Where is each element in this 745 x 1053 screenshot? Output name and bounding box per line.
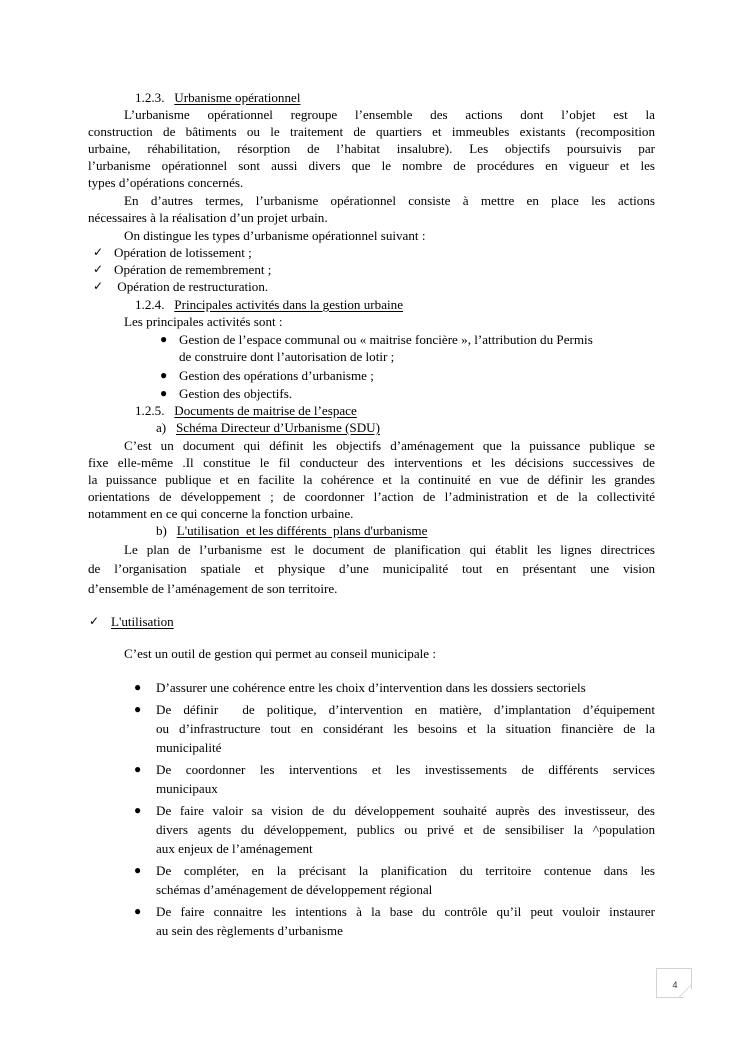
subsection-title: Schéma Directeur d’Urbanisme (SDU): [176, 420, 380, 435]
section-heading-1-2-4: [135, 296, 702, 313]
page-curl-shadow: [679, 985, 691, 997]
paragraph-line: de l’organisation spatiale et physique d’une municipalité tout en présentant une vision: [88, 561, 655, 576]
utilisation-heading: L'utilisation: [111, 614, 174, 629]
subsection-heading-b: [156, 522, 723, 539]
paragraph-line: l’urbanisme opérationnel sont aussi divers que le nombre de procédures en vigueur et les: [88, 158, 655, 173]
bullet-item-line: Gestion des objectifs.: [179, 386, 293, 401]
paragraph-line: notamment en ce qui concerne la fonction urbaine.: [88, 506, 354, 521]
subsection-heading-a: [156, 419, 723, 436]
checkmark-icon: ✓: [93, 262, 104, 276]
utilisation-intro: C’est un outil de gestion qui permet au conseil municipale :: [124, 646, 436, 661]
bullet-icon: ●: [160, 386, 168, 400]
bullet-icon: ●: [134, 702, 142, 716]
section-number: 1.2.3.: [135, 90, 165, 105]
bullet-item-line: divers agents du développement, publics ou privé et de sensibiliser la ^population: [156, 822, 655, 837]
bullet-icon: ●: [160, 332, 168, 346]
bullet-item-line: municipaux: [156, 781, 218, 796]
page-number: 4: [672, 980, 678, 990]
bullet-item-line: municipalité: [156, 740, 222, 755]
bullet-icon: ●: [134, 904, 142, 918]
section-title: Urbanisme opérationnel: [174, 90, 301, 105]
bullet-icon: ●: [134, 863, 142, 877]
section-number: 1.2.4.: [135, 297, 165, 312]
paragraph-line: L’urbanisme opérationnel regroupe l’ensemble des actions dont l’objet est la: [124, 107, 655, 122]
bullet-icon: ●: [160, 368, 168, 382]
bullet-item-line: De définir de politique, d’intervention en matière, d’implantation d’équipement: [156, 702, 655, 717]
paragraph-line: la puissance publique et en facilite la cohérence et la continuité en vue de définir les grandes: [88, 472, 655, 487]
bullet-item-line: Gestion des opérations d’urbanisme ;: [179, 368, 374, 383]
check-item: Opération de restructuration.: [114, 279, 269, 294]
bullet-item-line: au sein des règlements d’urbanisme: [156, 923, 343, 938]
paragraph-line: C’est un document qui définit les objectifs d’aménagement que la puissance publique se: [124, 438, 655, 453]
section-title: Principales activités dans la gestion urbaine: [174, 297, 404, 312]
subsection-label: a): [156, 420, 167, 435]
checkmark-icon: ✓: [93, 279, 104, 293]
checkmark-icon: ✓: [93, 245, 104, 259]
paragraph-line: construction de bâtiments ou le traitement de quartiers et immeubles existants (recomposition: [88, 124, 655, 139]
bullet-item-line: Gestion de l’espace communal ou « maitrise foncière », l’attribution du Permis: [179, 332, 593, 347]
bullet-item-line: aux enjeux de l’aménagement: [156, 841, 313, 856]
bullet-item-line: D’assurer une cohérence entre les choix d’intervention dans les dossiers sectoriels: [156, 680, 586, 695]
bullet-item-line: schémas d’aménagement de développement régional: [156, 882, 433, 897]
section-heading-1-2-3: [135, 89, 702, 106]
paragraph-line: fixe elle-même .Il constitue le fil conducteur des interventions et les décisions successives de: [88, 455, 655, 470]
paragraph-line: nécessaires à la réalisation d’un projet urbain.: [88, 210, 328, 225]
subsection-label: b): [156, 523, 167, 538]
paragraph-line: urbaine, réhabilitation, résorption de l’habitat insalubre). Les objectifs poursuivis par: [88, 141, 655, 156]
bullet-item-line: De faire connaitre les intentions à la base du contrôle qu’il peut vouloir instaurer: [156, 904, 655, 919]
bullet-icon: ●: [134, 680, 142, 694]
bullet-icon: ●: [134, 762, 142, 776]
paragraph-line: orientations de développement ; de coordonner l’action de l’administration et de la collectivité: [88, 489, 655, 504]
bullet-item-line: De faire valoir sa vision de du développement souhaité auprès des investisseur, des: [156, 803, 655, 818]
paragraph-line: types d’opérations concernés.: [88, 175, 244, 190]
section-title: Documents de maitrise de l’espace: [174, 403, 357, 418]
section-number: 1.2.5.: [135, 403, 165, 418]
bullet-item-line: de construire dont l’autorisation de lotir ;: [179, 349, 395, 364]
paragraph-line: En d’autres termes, l’urbanisme opérationnel consiste à mettre en place les actions: [124, 193, 655, 208]
check-item: Opération de remembrement ;: [114, 262, 272, 277]
page-number-box: [656, 968, 692, 998]
list-intro: Les principales activités sont :: [124, 314, 283, 329]
paragraph-line: d’ensemble de l’aménagement de son territoire.: [88, 581, 338, 596]
bullet-icon: ●: [134, 803, 142, 817]
bullet-item-line: De compléter, en la précisant la planification du territoire contenue dans les: [156, 863, 655, 878]
check-item: Opération de lotissement ;: [114, 245, 252, 260]
subsection-title: L'utilisation et les différents plans d'urbanisme: [176, 523, 428, 538]
list-intro: On distingue les types d’urbanisme opérationnel suivant :: [124, 228, 426, 243]
bullet-item-line: De coordonner les interventions et les investissements de différents services: [156, 762, 655, 777]
section-heading-1-2-5: [135, 402, 702, 419]
paragraph-line: Le plan de l’urbanisme est le document de planification qui établit les lignes directrices: [124, 542, 655, 557]
bullet-item-line: ou d’infrastructure tout en considérant les besoins et la situation financière de la: [156, 721, 655, 736]
checkmark-icon: ✓: [89, 614, 100, 628]
